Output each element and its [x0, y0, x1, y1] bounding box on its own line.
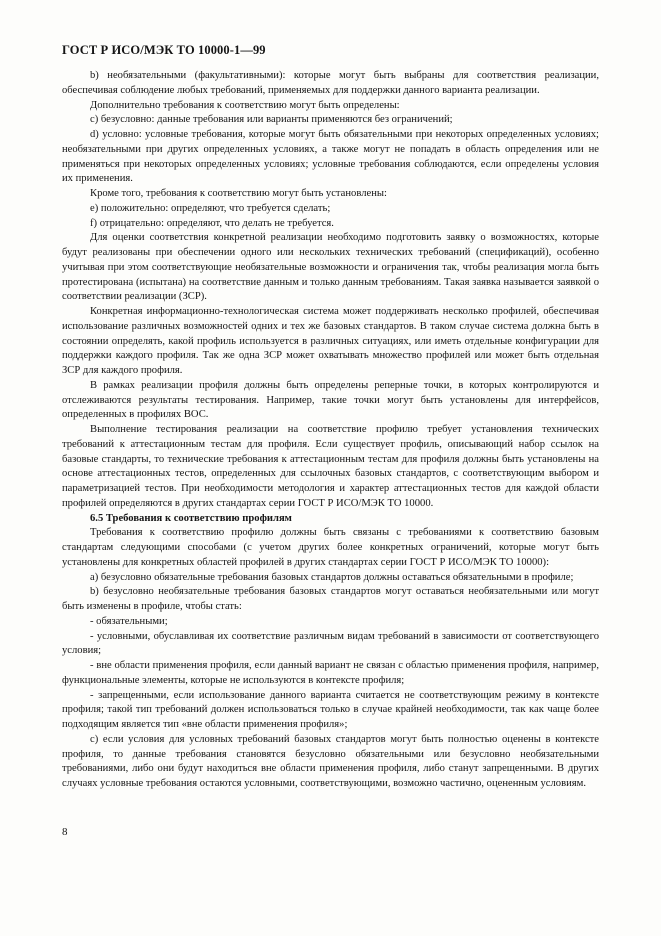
paragraph: c) если условия для условных требований базовых стандартов могут быть полностью оценены в контексте профиля, то данные требования становятся безусловно обязательными или безусловно необязательными требованиями, либо они будут находиться вне области применения профиля, либо станут запрещенными. В других случаях условные требования остаются условными, соответствующими, возможно частично, оцененным условиям.	[62, 733, 599, 789]
section-heading: 6.5 Требования к соответствию профилям	[90, 512, 292, 524]
paragraph: - запрещенными, если использование данного варианта считается не соответствующим режиму в контексте профиля; такой тип требований должен использоваться только в случае крайней необходимости, так как чаще более подходящим является тип «вне области применения профиля»;	[62, 689, 599, 730]
paragraph: b) необязательными (факультативными): которые могут быть выбраны для соответствия реализации, обеспечивая соблюдение любых требований, применяемых для поддержки данного варианта реализации.	[62, 70, 599, 96]
paragraph: - условными, обуславливая их соответствие различным видам требований в зависимости от соответствующего условия;	[62, 630, 599, 657]
paragraph: e) положительно: определяют, что требуется сделать;	[90, 202, 331, 214]
paragraph: c) безусловно: данные требования или варианты применяются без ограничений;	[90, 114, 453, 126]
paragraph: d) условно: условные требования, которые могут быть обязательными при некоторых определенных условиях; необязательными при других определенных условиях, а также могут не попадать в область определения или не применяться при некоторых определенных условиях; условные требования соблюдаются, если определены условия их применения.	[62, 129, 599, 185]
paragraph: b) безусловно необязательные требования базовых стандартов могут оставаться необязательными или могут быть изменены в профиле, чтобы стать:	[62, 586, 599, 612]
page-number: 8	[62, 826, 68, 838]
paragraph: Кроме того, требования к соответствию могут быть установлены:	[90, 188, 387, 199]
document-header: ГОСТ Р ИСО/МЭК ТО 10000-1—99	[62, 43, 266, 57]
document-body	[62, 69, 599, 792]
paragraph: Требования к соответствию профилю должны быть связаны с требованиями к соответствию базовым стандартам следующими способами (с учетом других более конкретных ограничений, которые могут быть установлены для конкретных областей профилей в других стандартах серии ГОСТ Р ИСО/МЭК ТО 10000):	[62, 527, 599, 568]
paragraph: - обязательными;	[90, 615, 168, 627]
paragraph: Выполнение тестирования реализации на соответствие профилю требует установления технических требований к аттестационным тестам для профиля. Если существует профиль, описывающий набор ссылок на базовые стандарты, то технические требования к аттестационным тестам для профиля должны быть установлены на основе аттестационных тестов, определенных для ссылочных базовых стандартов, с соответствующим выбором и параметризацией тестов. При необходимости методология и характер аттестационных тестов для каждой области профилей определяются в других стандартах серии ГОСТ Р ИСО/МЭК ТО 10000.	[62, 424, 599, 509]
paragraph: В рамках реализации профиля должны быть определены реперные точки, в которых контролируются и отслеживаются результаты тестирования. Например, такие точки могут быть установлены для интерфейсов, определенных в профилях ВОС.	[62, 379, 599, 421]
paragraph: Дополнительно требования к соответствию могут быть определены:	[90, 99, 400, 111]
paragraph: a) безусловно обязательные требования базовых стандартов должны оставаться обязательными в профиле;	[90, 571, 574, 583]
paragraph: Для оценки соответствия конкретной реализации необходимо подготовить заявку о возможностях, которые будут реализованы при обеспечении одного или нескольких технических требований (спецификаций), особенно учитывая при этом соответствующие необязательные возможности и ограничения так, чтобы реализация могла быть протестирована (испытана) на соответствие данным и только данным требованиям. Такая заявка называется заявкой о соответствии реализации (ЗСР).	[62, 232, 599, 303]
paragraph: f) отрицательно: определяют, что делать не требуется.	[90, 217, 334, 229]
paragraph: Конкретная информационно-технологическая система может поддерживать несколько профилей, обеспечивая использование различных возможностей одних и тех же базовых стандартов. В таком случае система должна быть в состоянии определять, какой профиль используется в различных ситуациях, или иметь отдельные конфигурации для поддержки каждого профиля. Так же одна ЗСР может охватывать множество профилей или может быть отдельная ЗСР для каждого профиля.	[62, 306, 599, 376]
paragraph: - вне области применения профиля, если данный вариант не связан с областью применения профиля, например, функциональные элементы, которые не используются в контексте профиля;	[62, 660, 599, 686]
